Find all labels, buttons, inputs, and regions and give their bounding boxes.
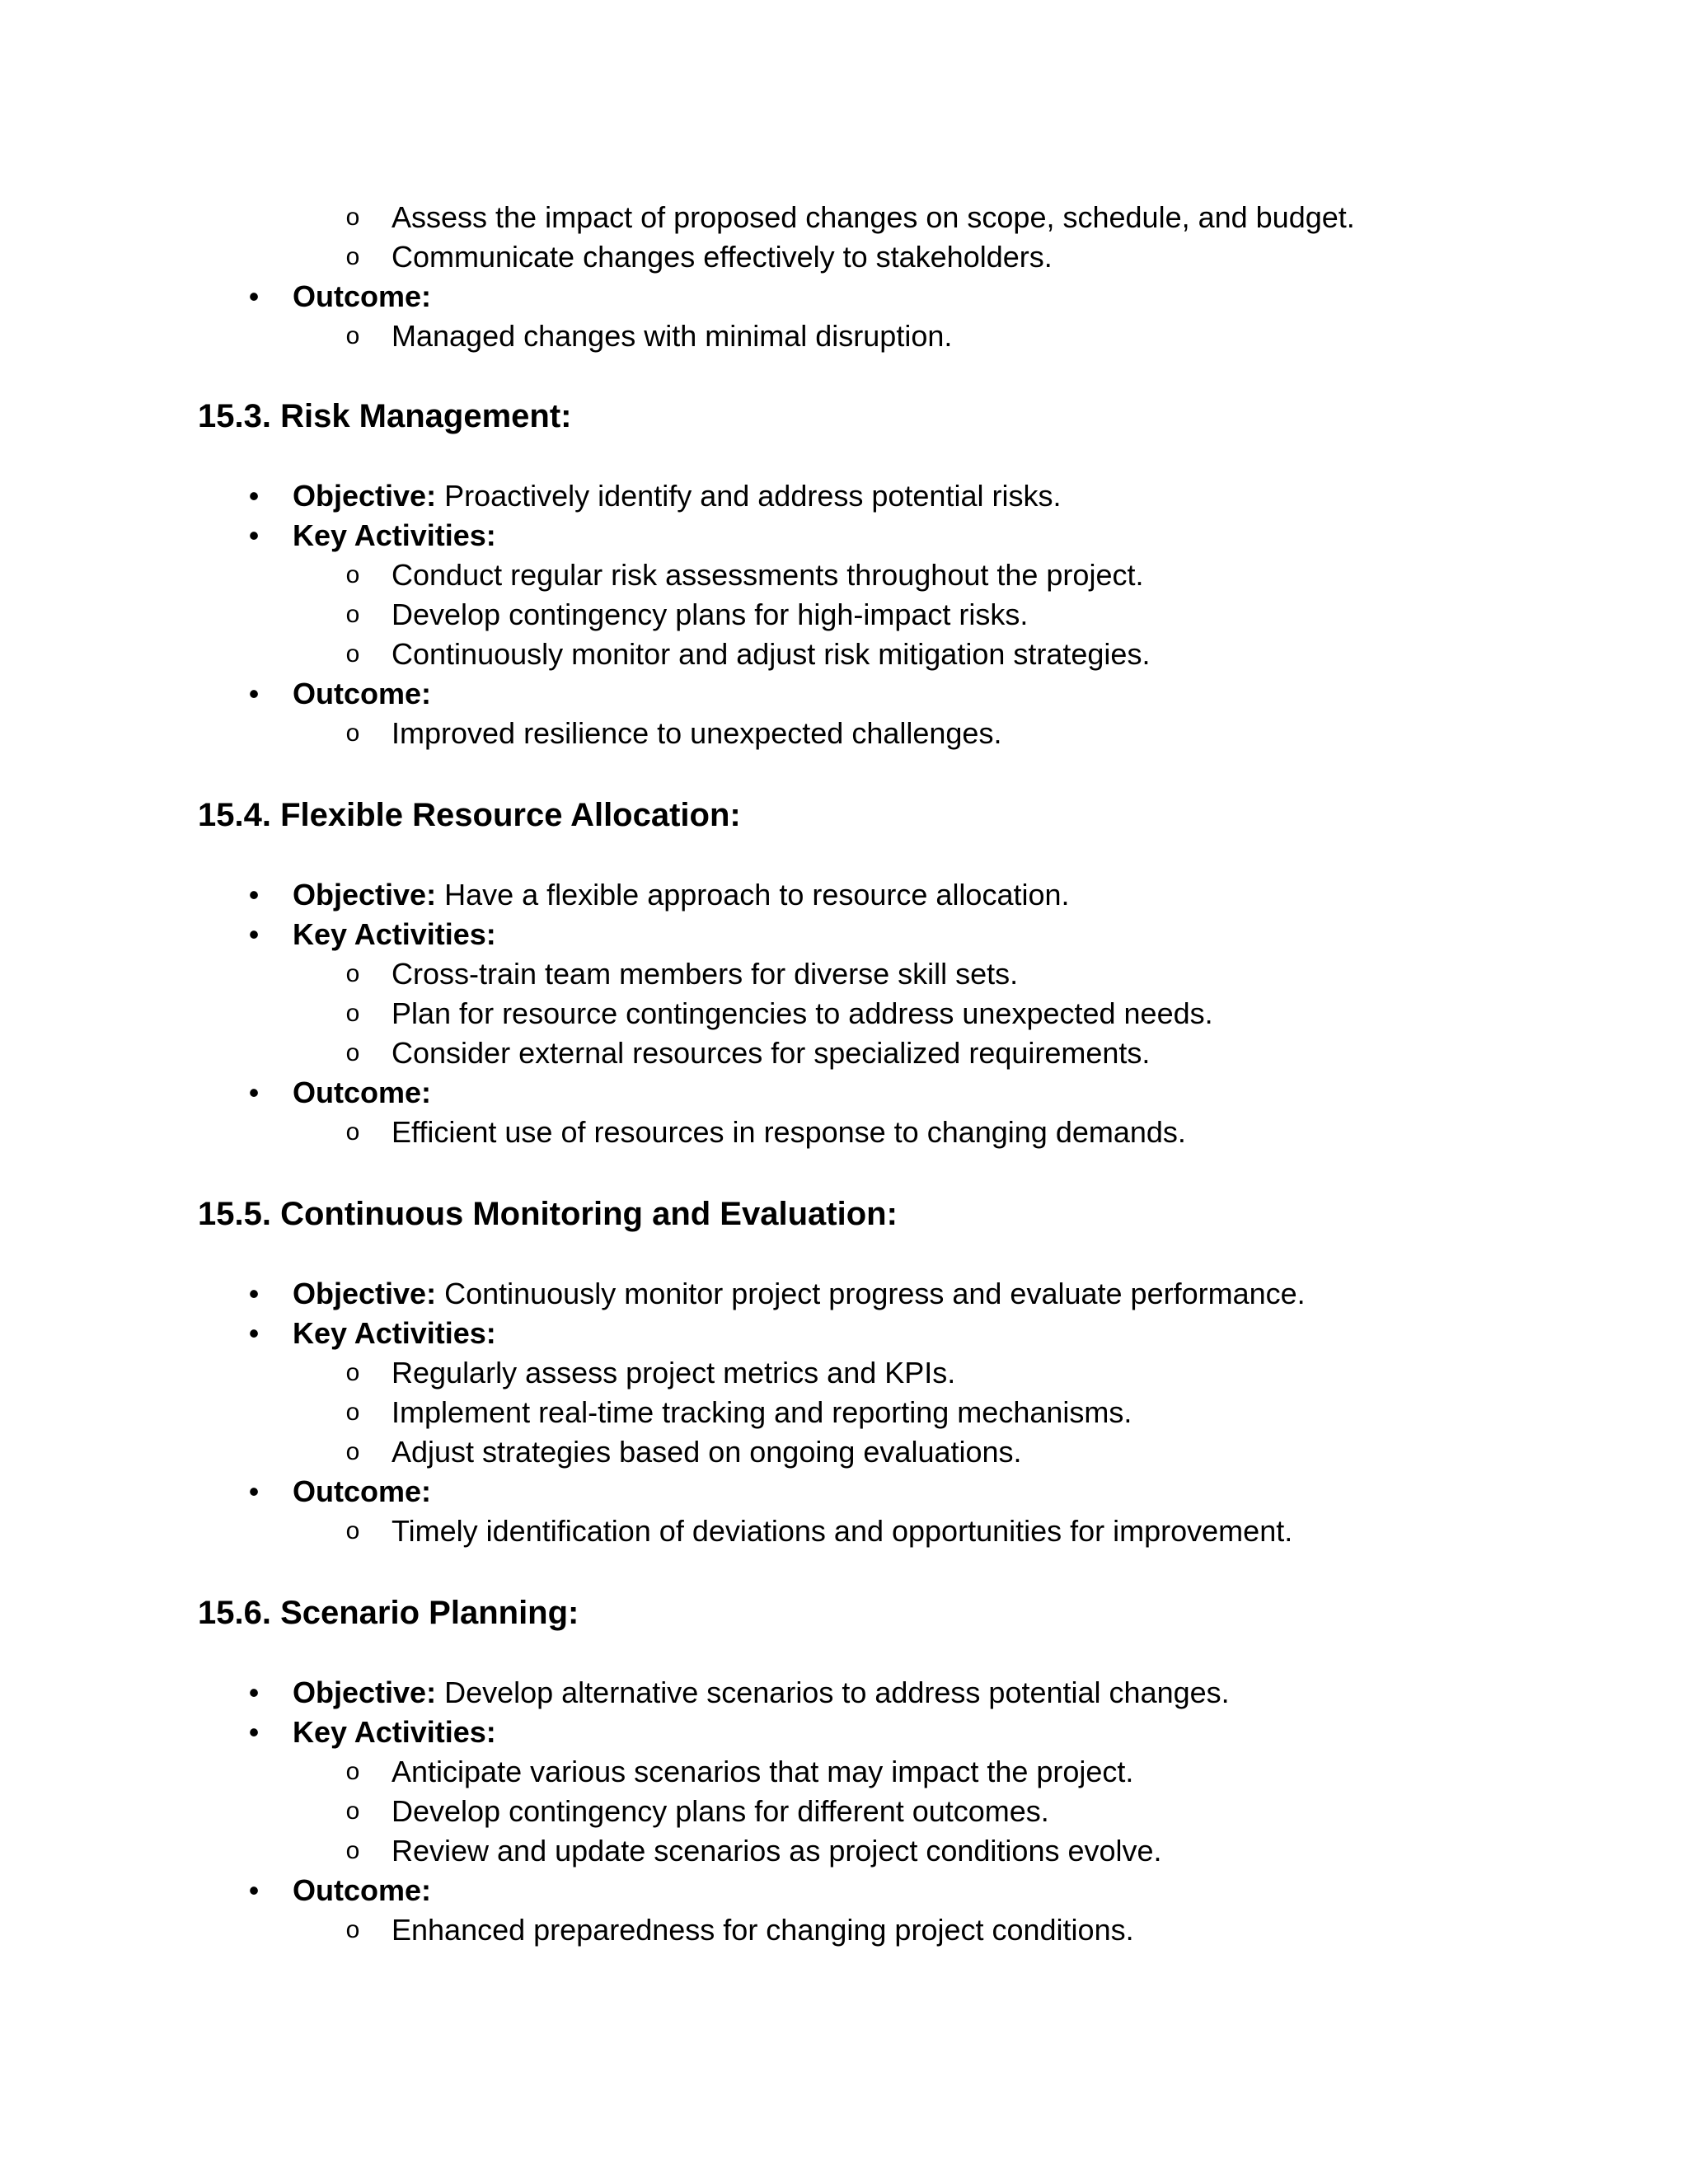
bullet-marker: • [248, 677, 260, 710]
outcome-label: Outcome: [293, 1474, 432, 1508]
sub-bullet-marker: o [345, 719, 360, 747]
bullet-marker: • [248, 479, 260, 513]
section-heading: 15.3. Risk Management: [198, 398, 572, 434]
sub-bullet-marker: o [345, 561, 360, 588]
outcome-label: Outcome: [293, 677, 432, 710]
bullet-marker: • [248, 1675, 260, 1709]
outcome-label: Outcome: [293, 279, 432, 313]
objective-label: Objective: [293, 878, 437, 912]
key-activities-label: Key Activities: [293, 518, 496, 552]
sub-bullet-marker: o [345, 1000, 360, 1027]
objective-label: Objective: [293, 1277, 437, 1310]
sub-bullet-marker: o [345, 1758, 360, 1785]
objective-label: Objective: [293, 479, 437, 513]
objective-line [293, 1673, 1230, 1713]
bullet-marker: • [248, 1277, 260, 1310]
activity-item: Develop contingency plans for different outcomes. [392, 1794, 1049, 1828]
sub-bullet-marker: o [345, 640, 360, 668]
sub-bullet-marker: o [345, 1039, 360, 1066]
sub-bullet-marker: o [345, 1517, 360, 1544]
objective-text: Continuously monitor project progress and evaluate performance. [444, 1277, 1306, 1310]
bullet-marker: • [248, 1076, 260, 1109]
objective-text: Develop alternative scenarios to address potential changes. [444, 1675, 1230, 1709]
sub-bullet-marker: o [345, 1438, 360, 1465]
objective-line [293, 875, 1070, 915]
activity-item: Develop contingency plans for high-impact risks. [392, 598, 1029, 631]
key-activities-label: Key Activities: [293, 1715, 496, 1749]
activity-item: Conduct regular risk assessments throughout the project. [392, 558, 1144, 592]
objective-text: Proactively identify and address potential risks. [444, 479, 1062, 513]
section-heading: 15.6. Scenario Planning: [198, 1595, 579, 1631]
bullet-marker: • [248, 917, 260, 951]
sub-bullet-marker: o [345, 1797, 360, 1825]
section-heading: 15.5. Continuous Monitoring and Evaluation: [198, 1196, 898, 1232]
sub-bullet-marker: o [345, 204, 360, 231]
outcome-label: Outcome: [293, 1873, 432, 1907]
activity-item: Communicate changes effectively to stakeholders. [392, 240, 1053, 274]
sub-bullet-marker: o [345, 1916, 360, 1943]
bullet-marker: • [248, 1715, 260, 1749]
outcome-item: Timely identification of deviations and opportunities for improvement. [392, 1514, 1293, 1548]
objective-text: Have a flexible approach to resource allocation. [444, 878, 1070, 912]
outcome-label: Outcome: [293, 1076, 432, 1109]
key-activities-label: Key Activities: [293, 1316, 496, 1350]
sub-bullet-marker: o [345, 1359, 360, 1386]
sub-bullet-marker: o [345, 1837, 360, 1864]
activity-item: Consider external resources for specialized requirements. [392, 1036, 1151, 1070]
activity-item: Plan for resource contingencies to address unexpected needs. [392, 996, 1213, 1030]
sub-bullet-marker: o [345, 960, 360, 987]
objective-line [293, 1274, 1306, 1314]
section-heading: 15.4. Flexible Resource Allocation: [198, 797, 741, 833]
key-activities-label: Key Activities: [293, 917, 496, 951]
objective-label: Objective: [293, 1675, 437, 1709]
sub-bullet-marker: o [345, 322, 360, 349]
activity-item: Regularly assess project metrics and KPIs. [392, 1356, 956, 1390]
outcome-item: Managed changes with minimal disruption. [392, 319, 953, 353]
sub-bullet-marker: o [345, 243, 360, 270]
objective-line [293, 476, 1061, 516]
activity-item: Continuously monitor and adjust risk mitigation strategies. [392, 637, 1151, 671]
activity-item: Anticipate various scenarios that may impact the project. [392, 1755, 1134, 1788]
outcome-item: Improved resilience to unexpected challenges. [392, 716, 1002, 750]
outcome-item: Efficient use of resources in response to changing demands. [392, 1115, 1186, 1149]
bullet-marker: • [248, 1316, 260, 1350]
sub-bullet-marker: o [345, 601, 360, 628]
bullet-marker: • [248, 1474, 260, 1508]
sub-bullet-marker: o [345, 1399, 360, 1426]
bullet-marker: • [248, 518, 260, 552]
bullet-marker: • [248, 279, 260, 313]
activity-item: Review and update scenarios as project conditions evolve. [392, 1834, 1162, 1868]
activity-item: Assess the impact of proposed changes on scope, schedule, and budget. [392, 200, 1355, 234]
activity-item: Cross-train team members for diverse skill sets. [392, 957, 1019, 991]
bullet-marker: • [248, 1873, 260, 1907]
sub-bullet-marker: o [345, 1118, 360, 1146]
activity-item: Adjust strategies based on ongoing evaluations. [392, 1435, 1022, 1469]
activity-item: Implement real-time tracking and reporting mechanisms. [392, 1395, 1132, 1429]
bullet-marker: • [248, 878, 260, 912]
outcome-item: Enhanced preparedness for changing project conditions. [392, 1913, 1134, 1947]
